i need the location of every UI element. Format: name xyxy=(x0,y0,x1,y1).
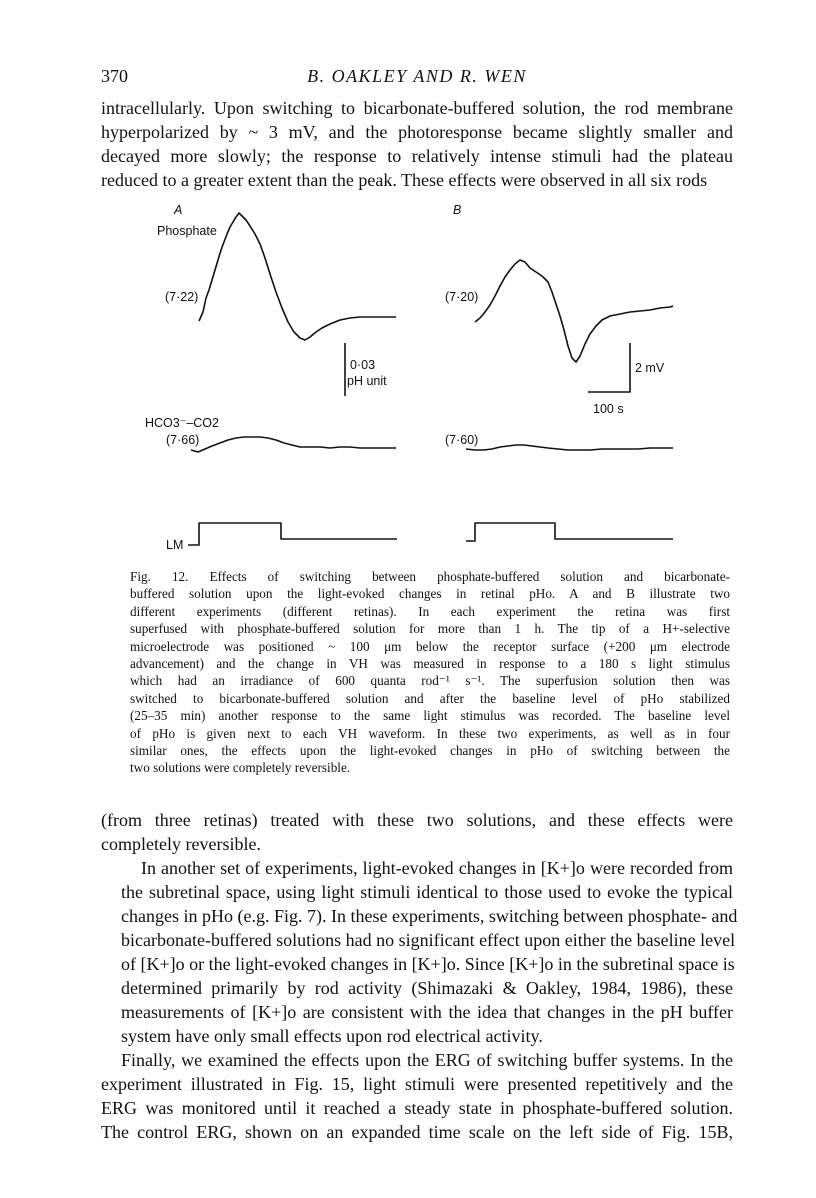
b-phosphate-baseline: (7·20) xyxy=(445,290,479,304)
a-bicarbonate-baseline: (7·66) xyxy=(166,433,200,447)
text-line: measurements of [K+]o are consistent with the idea that changes in the pH buffer xyxy=(121,1002,733,1022)
ph-scale-value: 0·03 xyxy=(350,358,376,372)
panel-b-label: B xyxy=(453,203,462,217)
trace-a-light-stimulus xyxy=(188,523,397,545)
potassium-paragraph xyxy=(101,856,738,1048)
phosphate-label: Phosphate xyxy=(157,224,217,238)
erg-paragraph xyxy=(101,1048,733,1144)
page-header xyxy=(101,66,733,90)
figure-caption xyxy=(130,568,730,777)
text-line: decayed more slowly; the response to relatively intense stimuli had the plateau xyxy=(101,146,733,166)
page-number: 370 xyxy=(101,66,128,86)
text-line: reduced to a greater extent than the peak. These effects were observed in all six rods xyxy=(101,170,708,190)
text-line: system have only small effects upon rod electrical activity. xyxy=(121,1026,543,1046)
caption-line: which had an irradiance of 600 quanta rod⁻¹ s⁻¹. The superfusion solution then was xyxy=(130,673,730,689)
text-line: hyperpolarized by ~ 3 mV, and the photoresponse became slightly smaller and xyxy=(101,122,733,142)
trace-b-phosphate xyxy=(475,260,673,362)
caption-line: Fig. 12. Effects of switching between phosphate-buffered solution and bicarbonate- xyxy=(130,569,730,584)
caption-line: advancement) and the change in VH was measured in response to a 180 s light stimulus xyxy=(130,655,730,671)
text-line: intracellularly. Upon switching to bicarbonate-buffered solution, the rod membrane xyxy=(101,98,733,118)
running-head: B. OAKLEY AND R. WEN xyxy=(307,66,527,86)
text-line: of [K+]o or the light-evoked changes in [K+]o. Since [K+]o in the subretinal space is xyxy=(121,954,735,974)
text-line: Finally, we examined the effects upon the ERG of switching buffer systems. In the xyxy=(121,1050,733,1070)
top-paragraph xyxy=(101,96,733,192)
text-line: The control ERG, shown on an expanded time scale on the left side of Fig. 15B, xyxy=(101,1122,733,1142)
text-line: experiment illustrated in Fig. 15, light stimuli were presented repetitively and the xyxy=(101,1074,733,1094)
text-line: (from three retinas) treated with these two solutions, and these effects were xyxy=(101,810,733,830)
caption-line: of pHo is given next to each VH waveform. In these two experiments, as well as in four xyxy=(130,725,730,741)
mv-scale-label: 2 mV xyxy=(635,361,665,375)
text-line: bicarbonate-buffered solutions had no significant effect upon either the baseline level xyxy=(121,930,736,950)
mv-scale-bar xyxy=(588,343,630,392)
caption-line: microelectrode was positioned ~ 100 μm below the receptor surface (+200 μm electrode xyxy=(130,638,730,654)
panel-a-label: A xyxy=(174,203,183,217)
figure-12 xyxy=(0,200,816,560)
ph-scale-unit: pH unit xyxy=(347,374,387,388)
text-line: changes in pHo (e.g. Fig. 7). In these experiments, switching between phosphate- and xyxy=(121,906,738,926)
text-line: determined primarily by rod activity (Shimazaki & Oakley, 1984, 1986), these xyxy=(121,978,733,998)
trace-a-phosphate xyxy=(199,213,396,340)
continuation-paragraph xyxy=(101,808,733,856)
a-phosphate-baseline: (7·22) xyxy=(165,290,199,304)
trace-b-light-stimulus xyxy=(466,523,673,541)
text-line: In another set of experiments, light-evoked changes in [K+]o were recorded from xyxy=(141,858,733,878)
text-line: the subretinal space, using light stimuli identical to those used to evoke the typical xyxy=(121,882,733,902)
time-scale-label: 100 s xyxy=(593,402,624,416)
caption-line: different experiments (different retinas). In each experiment the retina was first xyxy=(130,603,730,619)
caption-line: switched to bicarbonate-buffered solution and after the baseline level of pHo stabilized xyxy=(130,690,730,706)
caption-line: superfused with phosphate-buffered solution for more than 1 h. The tip of a H+-selective xyxy=(130,621,730,637)
caption-line: similar ones, the effects upon the light-evoked changes in pHo of switching between the xyxy=(130,742,730,758)
text-line: completely reversible. xyxy=(101,834,261,854)
text-line: ERG was monitored until it reached a steady state in phosphate-buffered solution. xyxy=(101,1098,733,1118)
stimulus-label: LM xyxy=(166,538,184,552)
caption-line: buffered solution upon the light-evoked changes in retinal pHo. A and B illustrate two xyxy=(130,586,730,602)
caption-line: two solutions were completely reversible. xyxy=(130,760,351,776)
bicarbonate-label: HCO3⁻–CO2 xyxy=(145,416,219,430)
b-bicarbonate-baseline: (7·60) xyxy=(445,433,479,447)
caption-line: (25–35 min) another response to the same light stimulus was recorded. The baseline level xyxy=(130,708,730,724)
trace-b-bicarbonate xyxy=(466,445,673,450)
trace-a-bicarbonate xyxy=(191,437,396,452)
